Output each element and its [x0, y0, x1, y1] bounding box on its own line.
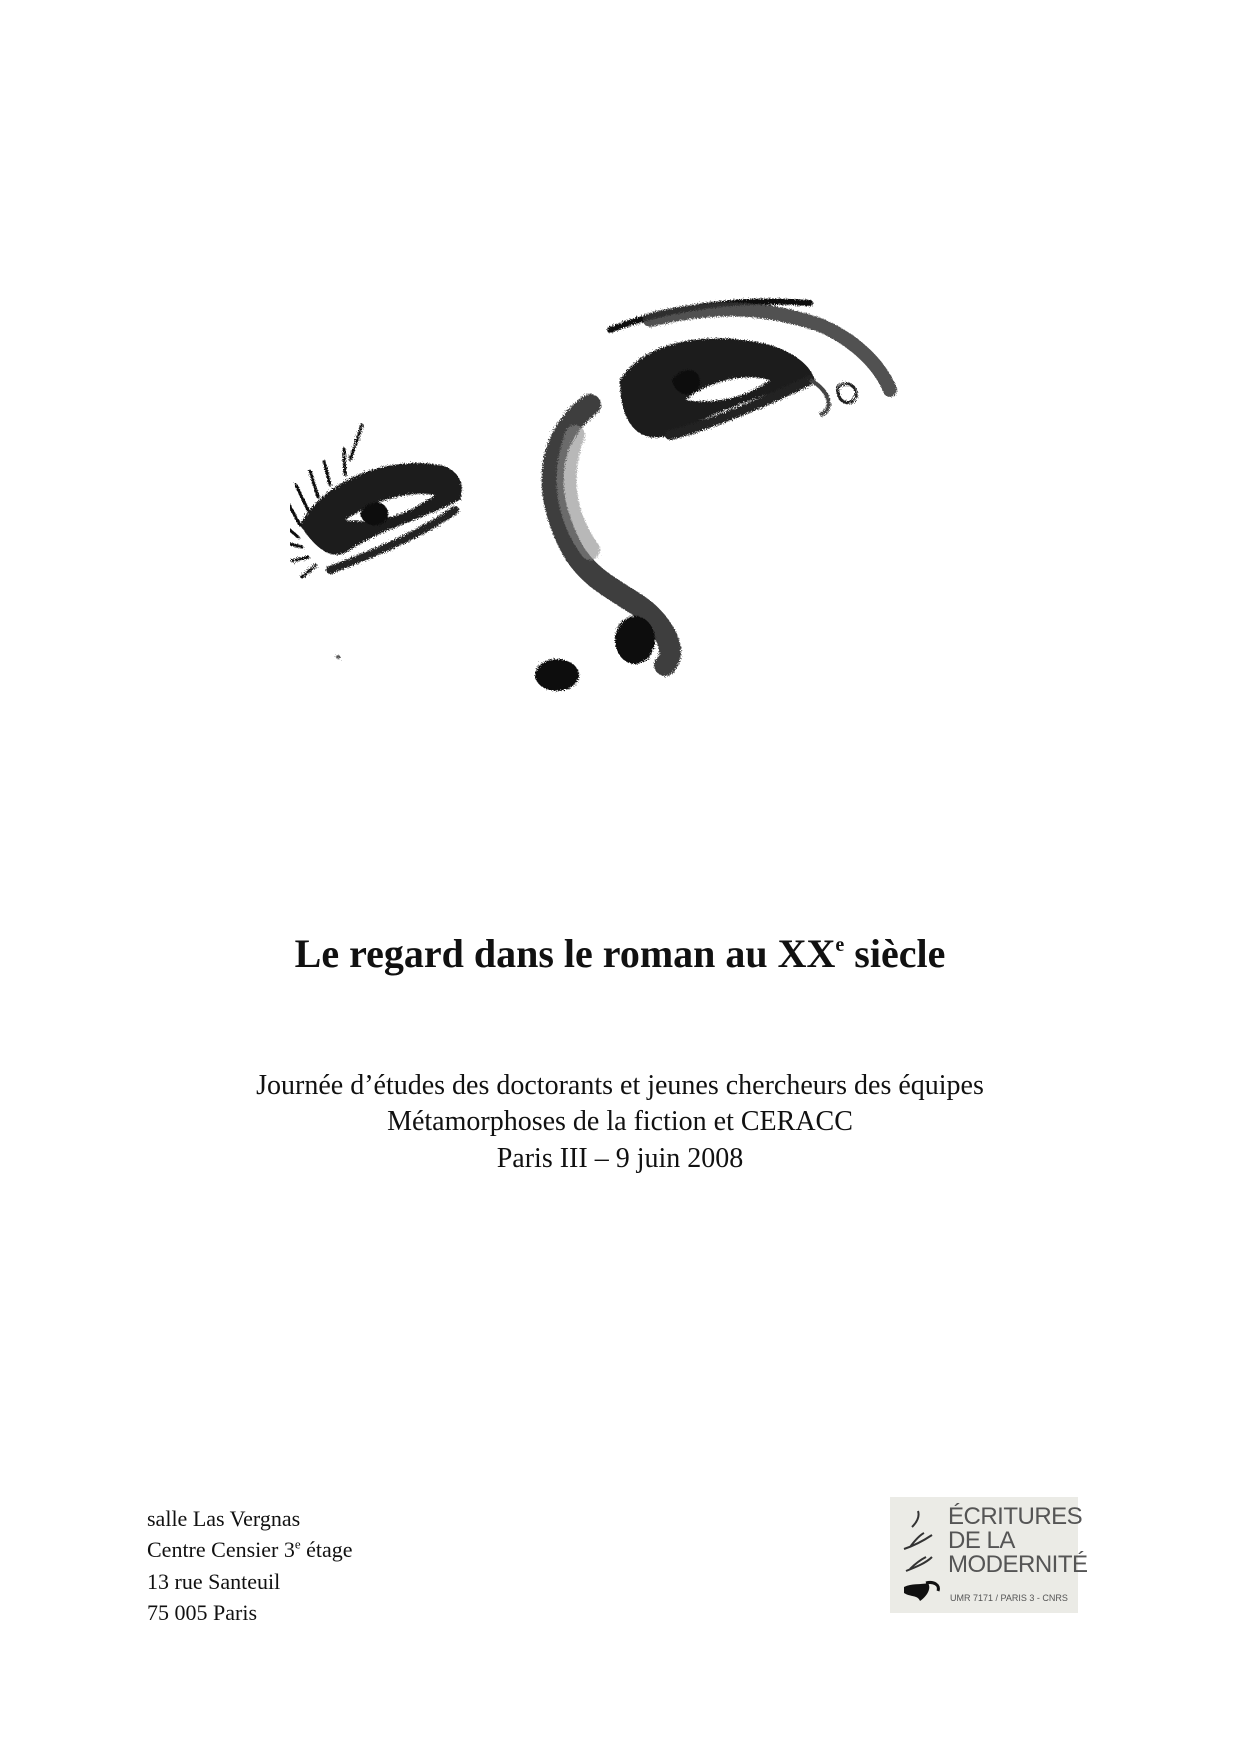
- address-line-4: 75 005 Paris: [147, 1600, 257, 1626]
- title-end: siècle: [844, 931, 946, 976]
- ecritures-modernite-logo: [890, 1497, 1088, 1613]
- event-subtitle: [0, 1068, 1240, 1177]
- address-line-1: salle Las Vergnas: [147, 1506, 301, 1531]
- logo-line-3: MODERNITÉ: [948, 1551, 1088, 1578]
- logo-line-2: DE LA: [948, 1527, 1015, 1554]
- title-superscript: e: [835, 933, 845, 956]
- subtitle-line-3: Paris III – 9 juin 2008: [496, 1142, 744, 1174]
- title-main: Le regard dans le roman au XX: [294, 931, 836, 976]
- logo-text: [948, 1505, 1088, 1577]
- address-line-3: 13 rue Santeuil: [147, 1568, 281, 1594]
- eyes-sketch-illustration: [290, 285, 950, 745]
- logo-subline: UMR 7171 / PARIS 3 - CNRS: [950, 1593, 1068, 1603]
- page-title: [0, 930, 1240, 978]
- logo-line-1: ÉCRITURES: [948, 1503, 1083, 1530]
- venue-address: [147, 1503, 353, 1629]
- subtitle-line-2: Métamorphoses de la fiction et CERACC: [387, 1106, 853, 1138]
- address-line-2: Centre Censier 3e étage: [147, 1537, 353, 1563]
- subtitle-line-1: Journée d’études des doctorants et jeunes chercheurs des équipes: [256, 1070, 984, 1101]
- logo-marks-icon: [896, 1505, 944, 1605]
